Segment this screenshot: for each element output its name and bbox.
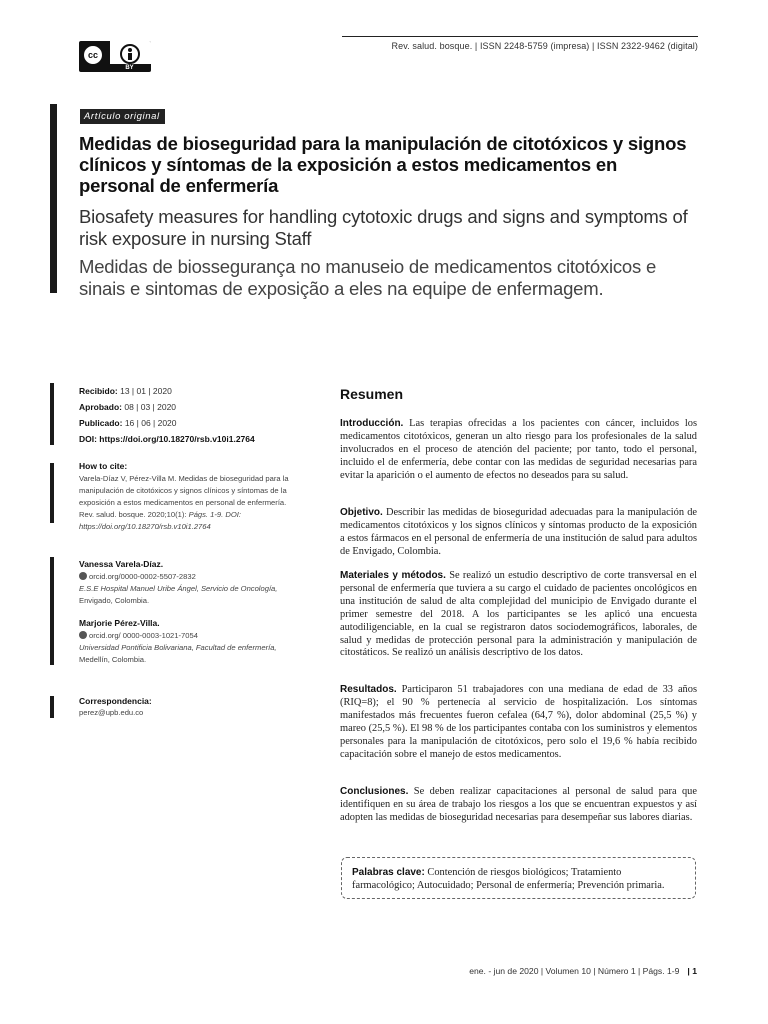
abstract-objective: Objetivo. Describir las medidas de bioseguridad adecuadas para la manipulación de medicamentos citotóxicos y los signos clínicos y síntomas producto de la exposición a estos fármacos en el personal de enfermería de una institución de salud para adultos de Envigado, Colombia. (340, 507, 697, 557)
author-orcid[interactable]: orcid.org/ 0000-0003-1021-7054 (79, 630, 309, 642)
how-to-cite-heading: How to cite: (79, 461, 128, 471)
doi-link[interactable]: DOI: https://doi.org/10.18270/rsb.v10i1.2764 (79, 434, 255, 444)
correspondence-email[interactable]: perez@upb.edu.co (79, 708, 144, 717)
journal-issn-info: Rev. salud. bosque. | ISSN 2248-5759 (impresa) | ISSN 2322-9462 (digital) (391, 41, 698, 51)
keywords-box (341, 857, 696, 899)
author-orcid[interactable]: orcid.org/0000-0002-5507-2832 (79, 571, 309, 583)
cc-icon: cc (82, 44, 104, 66)
article-type-badge: Artículo original (80, 109, 165, 124)
received-date: Recibido: 13 | 01 | 2020 (79, 386, 172, 396)
person-icon (120, 44, 140, 64)
by-label: BY (108, 64, 151, 72)
abstract-results: Resultados. Participaron 51 trabajadores con una mediana de edad de 33 años (RIQ=8); el 90 % pertenecía al servicio de hospitalización. Los síntomas manifestados más frecuentes fueron cefalea (64,7 %), dolor abdominal (25,5 %) y mareo (25,5 %). El 98 % de los participantes contaba con los suministros y elementos personales para la manipulación de citotóxicos, pero solo el 19,6 % había recibido capacitación sobre el manejo de estos medicamentos. (340, 684, 697, 760)
abstract-methods: Materiales y métodos. Se realizó un estudio descriptivo de corte transversal en el personal de enfermería que tuviera a su cargo el cuidado de pacientes oncológicos en una institución de salud de alta complejidad del municipio de Envigado durante el primer semestre del 2018. A los participantes se les aplicó una encuesta autodiligenciable, en la cual se registraron datos sociodemográficos, laborales, de salud y medidas de protección personal para la administración y manipulación de citostáticos. Se realizó un análisis descriptivo de los datos. (340, 570, 698, 659)
abstract-introduction: Introducción. Las terapias ofrecidas a los pacientes con cáncer, incluidos los medicamentos citotóxicos, generan un alto riesgo para los profesionales de la salud involucrados en el proceso de atención del paciente; por tanto, todo el personal, incluido el de enfermería, debe contar con las medidas de seguridad necesarias para evitar la aparición o el aumento de efectos no deseados para su salud. (340, 418, 697, 481)
header-rule (342, 36, 698, 37)
author-name: Vanessa Varela-Díaz. (79, 559, 164, 569)
abstract-conclusions: Conclusiones. Se deben realizar capacitaciones al personal de salud para que identifiquen en su área de trabajo los riesgos a los que se encuentran expuestos y así adopten las medidas de bioseguridad necesarias para desempeñar sus labores diarias. (340, 786, 697, 823)
orcid-icon (79, 631, 87, 639)
page-footer: ene. - jun de 2020 | Volumen 10 | Número 1 | Págs. 1-9 | 1 (469, 966, 697, 976)
citation-text: Varela-Díaz V, Pérez-Villa M. Medidas de bioseguridad para la manipulación de citotóxicos y signos clínicos y síntomas de la exposición a estos medicamentos en personal de enfermería. Rev. salud. bosque. 2020;10(1): Págs. 1-9. DOI: https://doi.org/10.18270/rsb.v10i1.2764 (79, 474, 289, 531)
author-affiliation: Universidad Pontificia Bolivariana, Facultad de enfermería, (79, 643, 277, 652)
author-name: Marjorie Pérez-Villa. (79, 618, 160, 628)
dates-accent-bar (50, 383, 54, 445)
published-date: Publicado: 16 | 06 | 2020 (79, 418, 177, 428)
abstract-heading: Resumen (340, 386, 404, 402)
correspondence-heading: Correspondencia: (79, 696, 152, 706)
author-affiliation: E.S.E Hospital Manuel Uribe Ángel, Servicio de Oncología, (79, 584, 278, 593)
title-portuguese: Medidas de biossegurança no manuseio de medicamentos citotóxicos e sinais e sintomas de exposição a eles na equipe de enfermagem. (79, 256, 657, 299)
author-city: Envigado, Colombia. (79, 596, 150, 605)
keywords-text: Palabras clave: Contención de riesgos biológicos; Tratamiento farmacológico; Autocuidado; Personal de enfermería; Prevención primaria. (352, 867, 665, 891)
authors-accent-bar (50, 557, 54, 665)
cc-by-license-logo (79, 41, 151, 72)
approved-date: Aprobado: 08 | 03 | 2020 (79, 402, 177, 412)
title-spanish: Medidas de bioseguridad para la manipulación de citotóxicos y signos clínicos y síntomas de la exposición a estos medicamentos en personal de enfermería (79, 133, 687, 196)
page-number: | 1 (687, 966, 697, 976)
orcid-icon (79, 572, 87, 580)
title-english: Biosafety measures for handling cytotoxic drugs and signs and symptoms of risk exposure in nursing Staff (79, 206, 688, 249)
correspondence-accent-bar (50, 696, 54, 718)
cite-accent-bar (50, 463, 54, 523)
title-accent-bar (50, 104, 57, 293)
author-city: Medellín, Colombia. (79, 655, 147, 664)
